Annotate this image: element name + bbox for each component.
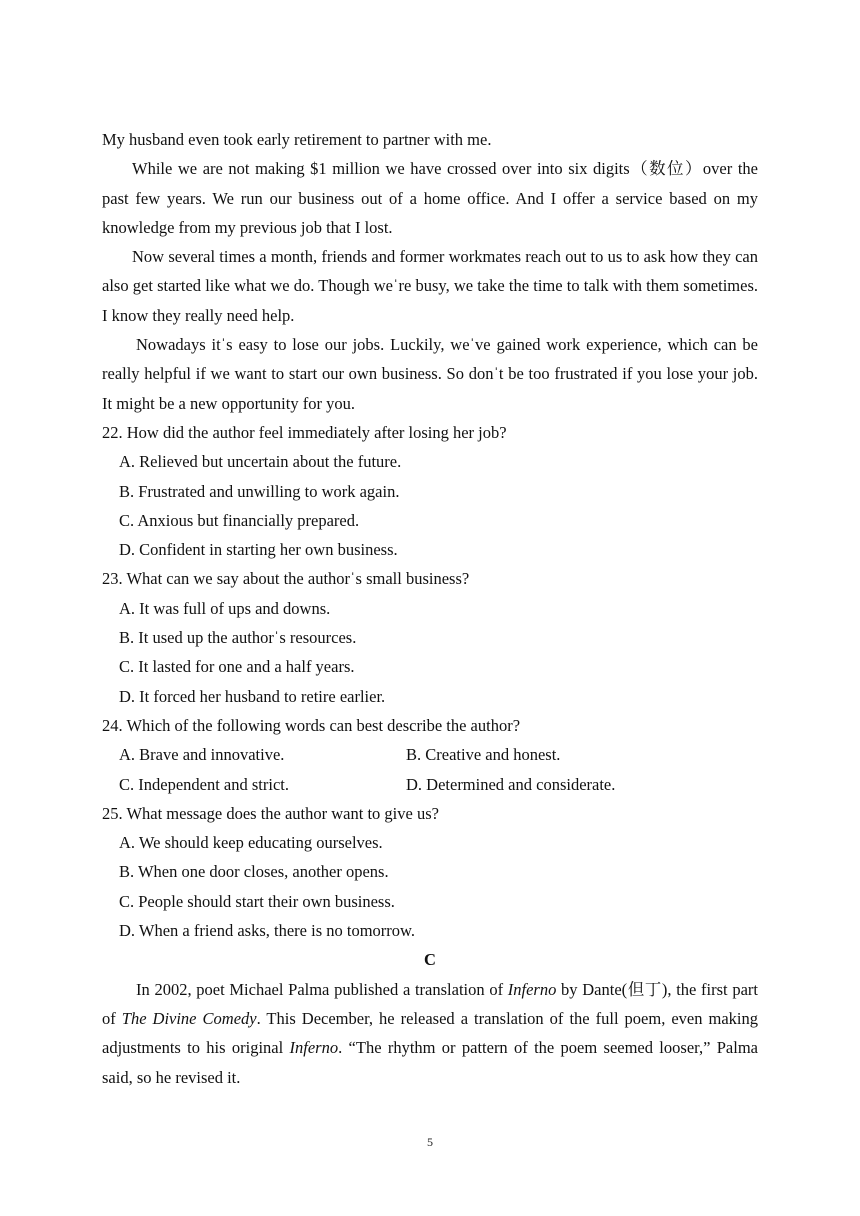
answer-option: D. Determined and considerate.	[406, 774, 616, 794]
text-run: . This December, he released a translation of the full poem, even making adjustments to his original	[102, 1008, 758, 1058]
text-run: In 2002, poet Michael Palma published a translation of	[136, 979, 508, 999]
answer-option-row	[102, 770, 758, 799]
text-run: . “The rhythm or pattern of the poem seemed looser,” Palma said, so he revised it.	[102, 1038, 758, 1087]
passage-paragraph: While we are not making $1 million we have crossed over into six digits（数位）over the past few years. We run our business out of a home office. And I offer a service based on my knowledge from my previous job that I lost.	[102, 159, 758, 237]
answer-option: D. Confident in starting her own business.	[119, 540, 398, 560]
answer-option: C. Anxious but financially prepared.	[119, 510, 360, 530]
answer-option: C. People should start their own business.	[119, 891, 395, 911]
page-content	[102, 125, 758, 1092]
page-number: 5	[427, 1135, 433, 1149]
passage-paragraph: Nowadays itˈs easy to lose our jobs. Luckily, weˈve gained work experience, which can be really helpful if we want to start our own business. So donˈt be too frustrated if you lose your job. It might be a new opportunity for you.	[102, 335, 758, 413]
answer-option: A. Brave and innovative.	[119, 745, 285, 765]
question-stem: 23. What can we say about the authorˈs small business?	[102, 569, 470, 589]
answer-option: D. It forced her husband to retire earlier.	[119, 686, 386, 706]
answer-option-row	[102, 740, 758, 769]
answer-option: B. When one door closes, another opens.	[119, 862, 389, 882]
answer-option: A. Relieved but uncertain about the future.	[119, 452, 402, 472]
answer-option: C. It lasted for one and a half years.	[119, 657, 355, 677]
question-stem: 22. How did the author feel immediately after losing her job?	[102, 422, 507, 442]
passage-paragraph: My husband even took early retirement to partner with me.	[102, 130, 492, 149]
answer-option: B. Frustrated and unwilling to work again.	[119, 481, 400, 501]
question-stem: 25. What message does the author want to give us?	[102, 803, 439, 823]
answer-option: A. It was full of ups and downs.	[119, 598, 331, 618]
book-title: Inferno	[289, 1038, 339, 1058]
passage-paragraph: Now several times a month, friends and former workmates reach out to us to ask how they can also get started like what we do. Though weˈre busy, we take the time to talk with them sometimes. I know they really need help.	[102, 247, 758, 325]
question-stem: 24. Which of the following words can best describe the author?	[102, 715, 521, 735]
answer-option: D. When a friend asks, there is no tomorrow.	[119, 921, 416, 941]
answer-option: C. Independent and strict.	[119, 774, 289, 794]
text-run: by Dante(但丁), the first part of	[102, 979, 758, 1028]
section-heading: C	[424, 950, 436, 970]
passage-paragraph	[102, 975, 758, 1092]
answer-option: B. It used up the authorˈs resources.	[119, 628, 357, 648]
book-title: The Divine Comedy	[121, 1008, 257, 1028]
answer-option: B. Creative and honest.	[406, 745, 561, 765]
book-title: Inferno	[507, 979, 557, 999]
answer-option: A. We should keep educating ourselves.	[119, 833, 383, 853]
